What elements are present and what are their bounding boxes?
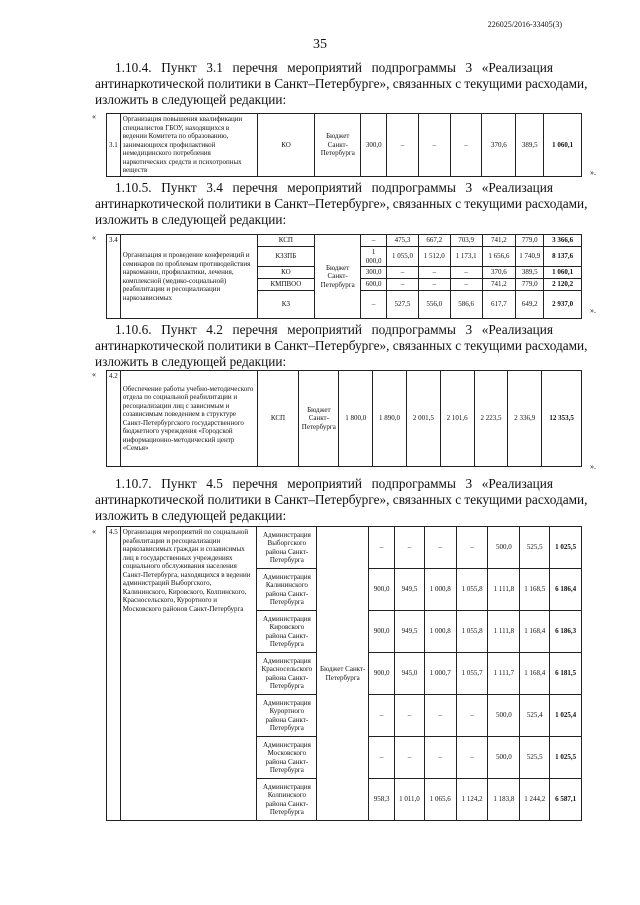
quote-open: « [92,233,96,242]
total-cell: 1 025,5 [550,737,582,779]
value-cell: 1 000,8 [424,611,456,653]
total-cell: 6 181,5 [550,653,582,695]
value-cell: – [456,737,488,779]
value-cell: 1 055,7 [456,653,488,695]
value-cell: 370,6 [482,267,516,279]
value-cell: 370,6 [482,114,516,177]
table-row [107,371,582,467]
heading-line: изложить в следующей редакции: [95,354,287,369]
funding-source: Бюджет Санкт-Петербурга [315,235,361,319]
total-cell: 1 060,1 [544,267,582,279]
total-cell: 1 025,5 [550,527,582,569]
value-cell: 1 000,0 [361,247,387,267]
value-cell: 779,0 [516,235,544,247]
executor: КО [257,114,315,177]
section-heading [95,60,588,108]
total-cell: 1 060,1 [544,114,582,177]
heading-line: изложить в следующей редакции: [95,508,287,523]
value-cell: 525,5 [520,527,550,569]
value-cell: 617,7 [482,291,516,319]
quote-close: ». [590,306,596,315]
item-number: 4.2 [107,371,121,467]
executor: Администрация Курортного района Санкт-Петербурга [257,695,317,737]
item-name: Организация повышения квалификации специалистов ГБОУ, находящихся в ведении Комитета по образованию, занимающихся профилактикой немедицинского потребления наркотических средств и психотропных веществ [120,114,257,177]
executor: Администрация Московского района Санкт-Петербурга [257,737,317,779]
table-4-5 [106,526,582,821]
quote-close: ». [590,462,596,471]
value-cell: 1 011,0 [395,779,425,821]
table-row [107,527,582,569]
value-cell: 500,0 [488,695,520,737]
value-cell: 500,0 [488,527,520,569]
total-cell: 3 366,6 [544,235,582,247]
heading-line: 1.10.6. Пункт 4.2 перечня мероприятий подпрограммы 3 «Реализация [115,322,553,337]
quote-open: « [92,370,96,379]
value-cell: – [387,279,419,291]
value-cell: – [361,235,387,247]
value-cell: – [450,267,482,279]
table-row [107,235,582,247]
executor: КСП [257,235,315,247]
executor: Администрация Выборгского района Санкт-Петербурга [257,527,317,569]
value-cell: 2 223,5 [474,371,508,467]
value-cell: 949,5 [395,611,425,653]
item-number: 4.5 [107,527,121,821]
value-cell: 389,5 [516,114,544,177]
value-cell: – [369,527,395,569]
value-cell: 1 111,7 [488,653,520,695]
total-cell: 8 137,6 [544,247,582,267]
total-cell: 2 120,2 [544,279,582,291]
value-cell: 300,0 [361,114,387,177]
funding-source: Бюджет Санкт-Петербурга [299,371,339,467]
value-cell: 2 101,6 [440,371,474,467]
value-cell: 667,2 [418,235,450,247]
value-cell: – [395,527,425,569]
table-3-1 [106,113,582,177]
funding-source: Бюджет Санкт-Петербурга [317,527,369,821]
value-cell: – [456,527,488,569]
value-cell: – [387,114,419,177]
total-cell: 6 186,4 [550,569,582,611]
quote-open: « [92,527,96,536]
value-cell: 1 168,5 [520,569,550,611]
value-cell: 300,0 [361,267,387,279]
value-cell: 1 168,4 [520,653,550,695]
table-3-4 [106,234,582,319]
value-cell: 1 111,8 [488,611,520,653]
value-cell: – [424,737,456,779]
value-cell: 2 001,5 [406,371,440,467]
section-heading [95,322,588,370]
table-row [107,114,582,177]
value-cell: 1 740,9 [516,247,544,267]
heading-line: 1.10.7. Пункт 4.5 перечня мероприятий подпрограммы 3 «Реализация [115,476,553,491]
value-cell: – [450,279,482,291]
value-cell: – [395,737,425,779]
heading-line: антинаркотической политики в Санкт–Петербурге», связанных с текущими расходами, [95,492,588,507]
total-cell: 1 025,4 [550,695,582,737]
funding-source: Бюджет Санкт-Петербурга [315,114,361,177]
item-number: 3.4 [107,235,121,319]
value-cell: 649,2 [516,291,544,319]
value-cell: 958,3 [369,779,395,821]
value-cell: – [418,267,450,279]
heading-line: антинаркотической политики в Санкт–Петербурге», связанных с текущими расходами, [95,196,588,211]
value-cell: 1 244,2 [520,779,550,821]
value-cell: 1 065,6 [424,779,456,821]
heading-line: 1.10.5. Пункт 3.4 перечня мероприятий подпрограммы 3 «Реализация [115,180,553,195]
total-cell: 2 937,0 [544,291,582,319]
executor: КЗ [257,291,315,319]
table-4-2 [106,370,582,467]
total-cell: 6 587,1 [550,779,582,821]
section-heading [95,476,588,524]
value-cell: 741,2 [482,279,516,291]
value-cell: – [369,695,395,737]
heading-line: антинаркотической политики в Санкт–Петербурге», связанных с текущими расходами, [95,76,588,91]
value-cell: 525,5 [520,737,550,779]
executor: Администрация Кировского района Санкт-Петербурга [257,611,317,653]
item-name: Организация мероприятий по социальной реабилитации и ресоциализации наркозависимых граждан и созависимых лиц в государственных учреждениях социального обслуживания населения Санкт-Петербурга, находящихся в ведении администраций Выборгского, Калининского, Кировского, Колпинского, Красносельского, Курортного и Московского районов Санкт-Петербурга [120,527,257,821]
value-cell: 1 168,4 [520,611,550,653]
value-cell: 741,2 [482,235,516,247]
value-cell: 475,3 [387,235,419,247]
executor: Администрация Колпинского района Санкт-Петербурга [257,779,317,821]
executor: Администрация Калининского района Санкт-Петербурга [257,569,317,611]
item-number: 3.1 [107,114,121,177]
value-cell: 949,5 [395,569,425,611]
value-cell: 1 124,2 [456,779,488,821]
value-cell: – [450,114,482,177]
value-cell: 389,5 [516,267,544,279]
value-cell: 1 111,8 [488,569,520,611]
executor: КСП [257,371,299,467]
value-cell: – [424,527,456,569]
value-cell: 525,4 [520,695,550,737]
value-cell: 1 890,0 [373,371,407,467]
heading-line: изложить в следующей редакции: [95,92,287,107]
section-heading [95,180,588,228]
value-cell: 1 656,6 [482,247,516,267]
value-cell: 600,0 [361,279,387,291]
doc-number: 226025/2016-33405(3) [487,20,562,29]
value-cell: – [418,114,450,177]
value-cell: – [456,695,488,737]
executor: Администрация Красносельского района Санкт-Петербурга [257,653,317,695]
value-cell: 500,0 [488,737,520,779]
total-cell: 6 186,3 [550,611,582,653]
quote-close: ». [590,168,596,177]
value-cell: 1 000,7 [424,653,456,695]
item-name: Обеспечение работы учебно-методического отдела по социальной реабилитации и ресоциализации лиц с зависимым и созависимым поведением в структуре Санкт-Петербургского государственного бюджетного учреждения «Городской информационно-методический центр «Семья» [120,371,257,467]
executor: КМПВОО [257,279,315,291]
value-cell: 900,0 [369,611,395,653]
value-cell: 703,9 [450,235,482,247]
value-cell: – [395,695,425,737]
value-cell: 779,0 [516,279,544,291]
value-cell: 900,0 [369,653,395,695]
value-cell: 1 055,8 [456,611,488,653]
value-cell: 1 055,0 [387,247,419,267]
value-cell: 1 800,0 [339,371,373,467]
page-number: 35 [313,37,327,52]
value-cell: 2 336,9 [508,371,542,467]
quote-open: « [92,112,96,121]
executor: КЗЗПБ [257,247,315,267]
value-cell: 527,5 [387,291,419,319]
value-cell: – [361,291,387,319]
value-cell: 1 183,8 [488,779,520,821]
heading-line: изложить в следующей редакции: [95,212,287,227]
value-cell: 1 173,1 [450,247,482,267]
executor: КО [257,267,315,279]
value-cell: 945,0 [395,653,425,695]
heading-line: антинаркотической политики в Санкт–Петербурге», связанных с текущими расходами, [95,338,588,353]
value-cell: – [424,695,456,737]
value-cell: – [387,267,419,279]
value-cell: – [369,737,395,779]
heading-line: 1.10.4. Пункт 3.1 перечня мероприятий подпрограммы 3 «Реализация [115,60,553,75]
value-cell: 586,6 [450,291,482,319]
value-cell: 1 512,0 [418,247,450,267]
value-cell: – [418,279,450,291]
total-cell: 12 353,5 [542,371,582,467]
value-cell: 1 055,8 [456,569,488,611]
value-cell: 900,0 [369,569,395,611]
value-cell: 1 000,8 [424,569,456,611]
value-cell: 556,0 [418,291,450,319]
item-name: Организация и проведение конференций и семинаров по проблемам противодействия наркомании, профилактики, лечения, комплексной (медико-социальной) реабилитации и ресоциализации наркозависимых [120,235,257,319]
